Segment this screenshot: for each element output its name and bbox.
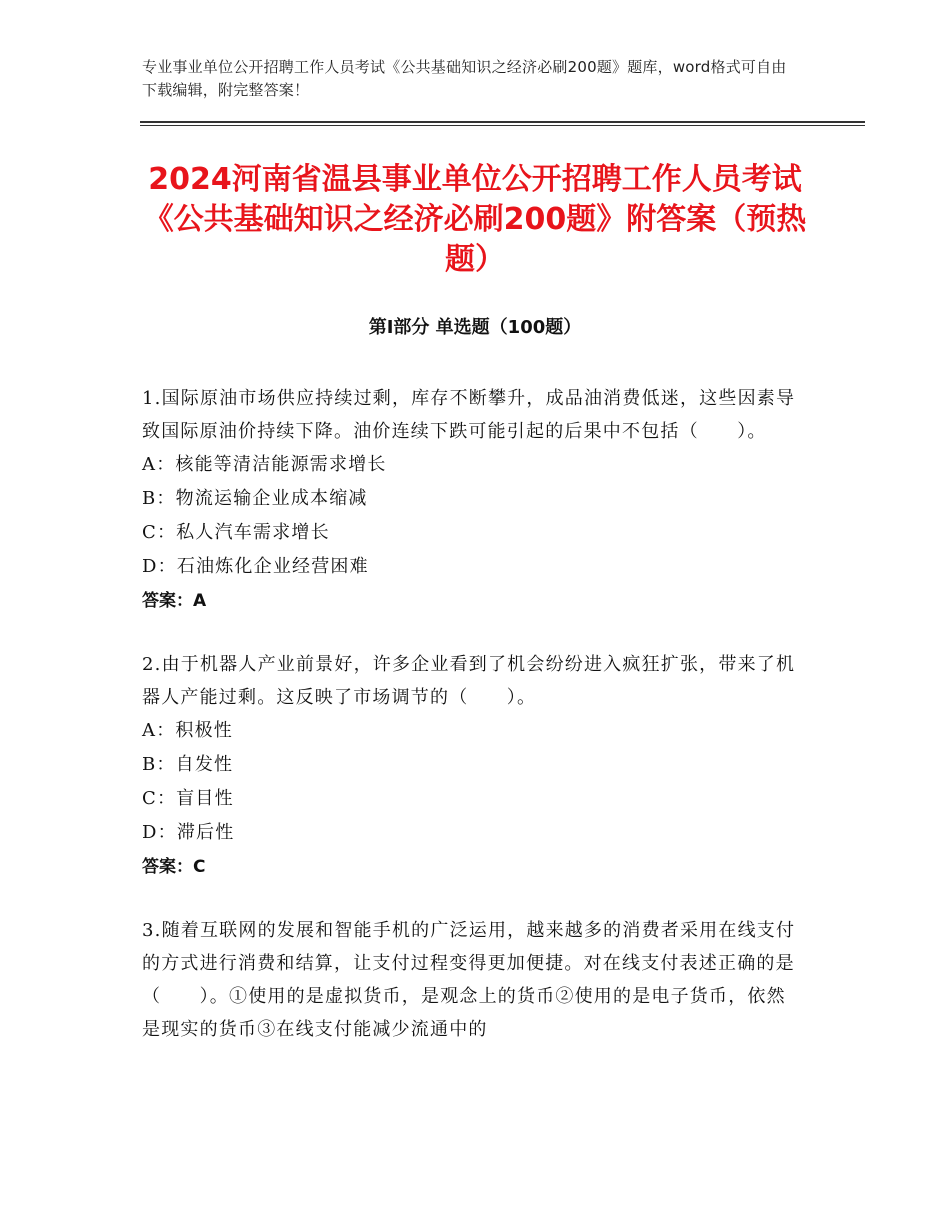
- question-2: [142, 648, 802, 884]
- option-b: B：自发性: [142, 754, 234, 775]
- option-a: A：积极性: [142, 720, 233, 741]
- question-list: [142, 382, 802, 1076]
- header-rule-thin: [140, 125, 865, 126]
- option-b: B：物流运输企业成本缩减: [142, 488, 368, 509]
- question-3: [142, 914, 802, 1046]
- option-d: D：滞后性: [142, 822, 235, 843]
- answer-label: 答案：A: [142, 591, 207, 611]
- question-stem: 3.随着互联网的发展和智能手机的广泛运用，越来越多的消费者采用在线支付的方式进行消费和结算，让支付过程变得更加便捷。对在线支付表述正确的是（ ）。①使用的是虚拟货币，是观念上的货币②使用的是电子货币，依然是现实的货币③在线支付能减少流通中的: [142, 920, 796, 1040]
- question-stem: 2.由于机器人产业前景好，许多企业看到了机会纷纷进入疯狂扩张，带来了机器人产能过剩。这反映了市场调节的（ ）。: [142, 654, 796, 708]
- question-stem: 1.国际原油市场供应持续过剩，库存不断攀升，成品油消费低迷，这些因素导致国际原油价持续下降。油价连续下跌可能引起的后果中不包括（ ）。: [142, 388, 796, 442]
- document-title: 2024河南省温县事业单位公开招聘工作人员考试《公共基础知识之经济必刷200题》附答案（预热题）: [143, 162, 807, 277]
- header-note: 专业事业单位公开招聘工作人员考试《公共基础知识之经济必刷200题》题库，word格式可自由下载编辑，附完整答案！: [142, 58, 787, 99]
- answer-label: 答案：C: [142, 857, 206, 877]
- option-d: D：石油炼化企业经营困难: [142, 556, 369, 577]
- header-rule-thick: [140, 121, 865, 123]
- option-c: C：私人汽车需求增长: [142, 522, 330, 543]
- option-c: C：盲目性: [142, 788, 234, 809]
- part-title: 第Ⅰ部分 单选题（100题）: [368, 317, 582, 338]
- question-1: [142, 382, 802, 618]
- option-a: A：核能等清洁能源需求增长: [142, 454, 387, 475]
